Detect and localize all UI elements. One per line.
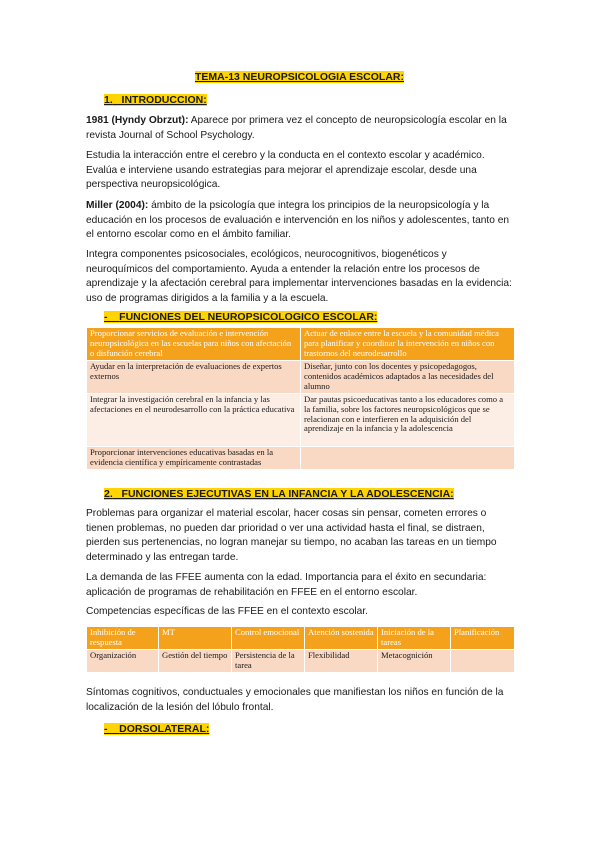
paragraph-obrzut-text: Aparece por primera vez el concepto de neuropsicología escolar en la revista Journal of School Psychology. [86,115,507,141]
table-cell [301,447,515,470]
table-row [87,627,515,650]
paragraph-demanda: La demanda de las FFEE aumenta con la edad. Importancia para el éxito en secundaria: aplicación de programas de rehabilitación en FFEE en el entorno escolar. [86,572,487,598]
paragraph-miller-text: ámbito de la psicología que integra los principios de la neuropsicología y la educación en los procesos de evaluación e intervención en los niños y adolescentes, tanto en el entorno escolar como en el ámbito familiar. [86,200,510,241]
section-1-heading [104,94,207,106]
table-cell: Proporcionar intervenciones educativas basadas en la evidencia científica y empíricamente contrastadas [87,447,301,470]
table-cell: Persistencia de la tarea [232,650,305,673]
competencias-table [86,626,515,673]
table-row [87,650,515,673]
table-cell [451,650,515,673]
document-title-text: TEMA-13 NEUROPSICOLOGIA ESCOLAR: [194,71,405,83]
table-cell: Gestión del tiempo [159,650,232,673]
table-row [87,447,515,470]
document-title [0,71,599,83]
paragraph-miller [86,199,516,243]
functions-table [86,327,515,470]
paragraph-problemas: Problemas para organizar el material escolar, hacer cosas sin pensar, cometen errores o tienen problemas, no pueden dar prioridad o ver una actividad hasta el final, se distraen, pierden sus pertenencias, no logran manejar su tiempo, no acaban las tareas en un tiempo determinado y las entregan tarde. [86,508,497,563]
dorsolateral-bullet: - [104,723,108,735]
paragraph-integra: Integra componentes psicosociales, ecológicos, neurocognitivos, biogenéticos y neuroquímicos del comportamiento. Ayuda a entender la relación entre los procesos de aprendizaje y la afectación cerebral para implementar intervenciones basadas en la evidencia: uso de programas dirigidos a la familia y a la escuela. [86,249,512,304]
table-cell: Dar pautas psicoeducativas tanto a los educadores como a la familia, sobre los factores neuropsicológicos que se relacionan con e interfieren en la adquisición del aprendizaje en la infancia y la adolescencia [301,394,515,447]
table-header-cell: Atención sostenida [305,627,378,650]
table-header-cell: Control emocional [232,627,305,650]
table-header-cell: Planificación [451,627,515,650]
table-cell: Actuar de enlace entre la escuela y la comunidad médica para planificar y coordinar la intervención en niños con trastornos del neurodesarrollo [301,328,515,361]
table-cell: Integrar la investigación cerebral en la infancia y las afectaciones en el neurodesarrollo con la práctica educativa [87,394,301,447]
section-1-title: INTRODUCCION: [121,94,207,106]
table-cell: Organización [87,650,159,673]
functions-heading-text: FUNCIONES DEL NEUROPSICOLOGICO ESCOLAR: [119,311,378,323]
section-1-number: 1. [104,94,113,106]
table-header-cell: Inhibición de respuesta [87,627,159,650]
paragraph-obrzut-label: 1981 (Hyndy Obrzut): [86,115,189,126]
table-cell: Metacognición [378,650,451,673]
paragraph-obrzut [86,114,516,143]
table-row [87,328,515,361]
paragraph-competencias: Competencias específicas de las FFEE en el contexto escolar. [86,606,368,617]
table-header-cell: Iniciación de la tareas [378,627,451,650]
dorsolateral-heading [104,723,209,735]
functions-bullet: - [104,311,108,323]
section-2-number: 2. [104,488,113,500]
section-2-title: FUNCIONES EJECUTIVAS EN LA INFANCIA Y LA ADOLESCENCIA: [121,488,454,500]
dorsolateral-heading-text: DORSOLATERAL: [119,723,210,735]
table-cell: Flexibilidad [305,650,378,673]
paragraph-interaccion: Estudia la interacción entre el cerebro y la conducta en el contexto escolar y académico. Evalúa e interviene usando estrategias para mejorar el aprendizaje escolar, desde una perspectiva neuropsicológica. [86,150,485,191]
table-cell: Proporcionar servicios de evaluación e intervención neuropsicológica en las escuelas para niños con afectación o disfunción cerebral [87,328,301,361]
table-cell: Diseñar, junto con los docentes y psicopedagogos, contenidos académicos adaptados a las necesidades del alumno [301,361,515,394]
paragraph-miller-label: Miller (2004): [86,200,149,211]
table-row [87,394,515,447]
section-2-heading [104,488,454,500]
paragraph-sintomas: Síntomas cognitivos, conductuales y emocionales que manifiestan los niños en función de la localización de la lesión del lóbulo frontal. [86,687,504,713]
functions-heading [104,311,377,323]
table-row [87,361,515,394]
table-cell: Ayudar en la interpretación de evaluaciones de expertos externos [87,361,301,394]
table-header-cell: MT [159,627,232,650]
